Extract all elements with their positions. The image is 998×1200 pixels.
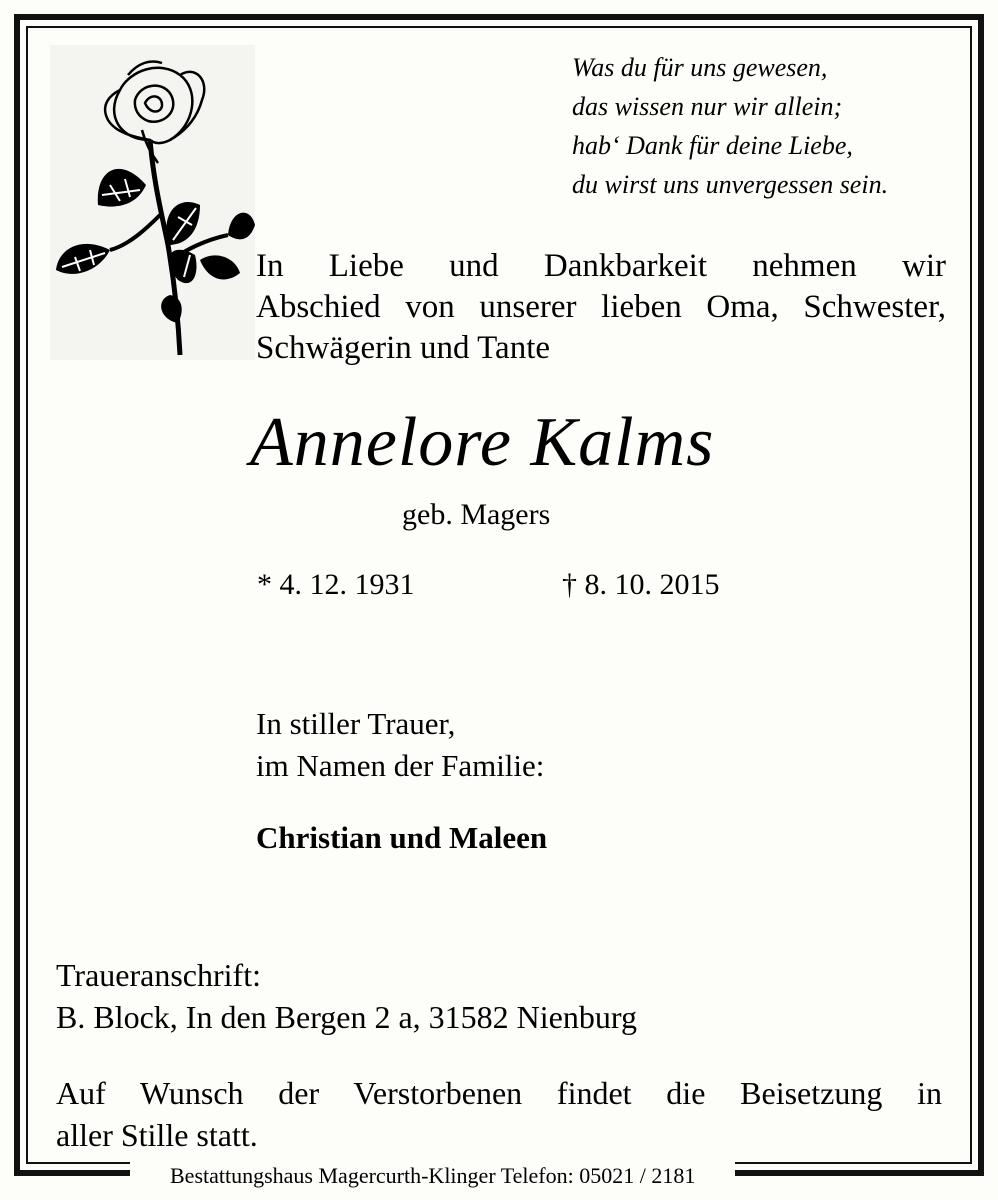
mourning-line: im Namen der Familie: [256, 748, 545, 783]
birth-date: * 4. 12. 1931 [257, 568, 415, 601]
rose-icon [50, 45, 255, 360]
intro-line: Abschied von unserer lieben Oma, Schwester, [256, 289, 946, 325]
poem [572, 48, 888, 204]
funeral-line: aller Stille statt. [56, 1117, 258, 1153]
deceased-name: Annelore Kalms [250, 404, 715, 481]
intro-text [256, 246, 946, 369]
signatories: Christian und Maleen [256, 820, 548, 855]
death-date: † 8. 10. 2015 [562, 568, 720, 601]
address-line: B. Block, In den Bergen 2 a, 31582 Nienburg [56, 999, 637, 1035]
poem-line: Was du für uns gewesen, [572, 53, 828, 82]
funeral-line: Auf Wunsch der Verstorbenen findet die Beisetzung in [56, 1075, 942, 1111]
poem-line: hab‘ Dank für deine Liebe, [572, 131, 853, 160]
mourning-line: In stiller Trauer, [256, 706, 456, 741]
poem-line: das wissen nur wir allein; [572, 92, 843, 121]
mourning-text [256, 703, 544, 787]
intro-line: In Liebe und Dankbarkeit nehmen wir [256, 248, 946, 284]
funeral-home-footer: Bestattungshaus Magercurth-Klinger Telefon: 05021 / 2181 [130, 1162, 735, 1190]
funeral-note [56, 1072, 942, 1156]
address-line: Traueranschrift: [56, 957, 261, 993]
intro-line: Schwägerin und Tante [256, 330, 551, 366]
poem-line: du wirst uns unvergessen sein. [572, 170, 889, 199]
maiden-name: geb. Magers [402, 498, 551, 531]
mourning-address [56, 954, 637, 1038]
